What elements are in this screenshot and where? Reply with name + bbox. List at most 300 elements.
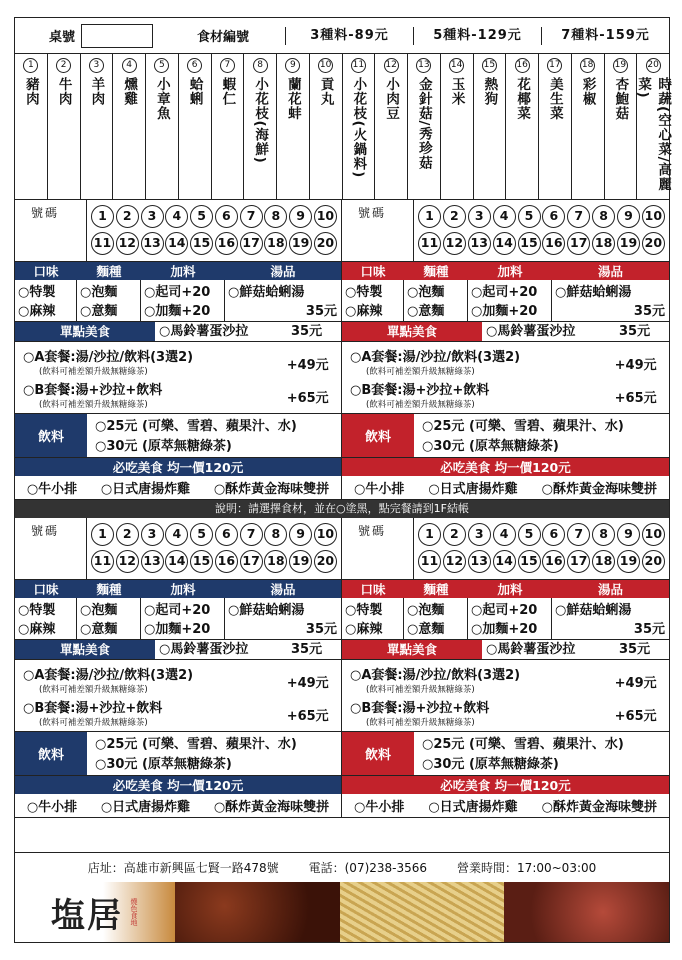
ingredient-list <box>15 54 672 200</box>
ingredient-name: 美生菜 <box>546 77 563 121</box>
single-item-row <box>15 322 341 342</box>
soup-option[interactable]: ○鮮菇蛤蜊湯 <box>555 285 632 300</box>
ingredient-item <box>572 54 605 199</box>
number-option[interactable]: 4 <box>493 523 516 546</box>
number-option[interactable]: 4 <box>493 205 516 228</box>
number-selection <box>342 200 669 262</box>
number-option[interactable]: 9 <box>289 523 312 546</box>
number-option[interactable]: 6 <box>215 205 238 228</box>
set-b[interactable] <box>350 697 661 728</box>
single-item-option[interactable]: ○馬鈴薯蛋沙拉 <box>486 324 576 339</box>
addon-header: 加料 <box>497 582 523 597</box>
soup-header: 湯品 <box>597 582 623 597</box>
ingredient-number: 16 <box>515 58 530 73</box>
soup-header: 湯品 <box>270 264 296 279</box>
number-option[interactable]: 5 <box>190 523 213 546</box>
single-item-price: 35元 <box>619 324 651 339</box>
noodle-header: 麵種 <box>423 264 449 279</box>
ingredient-number: 3 <box>89 58 104 73</box>
must-eat-short-rib[interactable]: ○牛小排 <box>26 800 78 815</box>
soup-price: 35元 <box>633 622 665 637</box>
order-block-2 <box>15 518 669 818</box>
number-option[interactable]: 2 <box>443 523 466 546</box>
instructions: 說明：請選擇食材，並在○塗黑，點完餐請到1F結帳 <box>15 500 669 518</box>
ingredient-item <box>212 54 245 199</box>
ingredient-number: 11 <box>351 58 366 73</box>
ingredient-item <box>506 54 539 199</box>
ingredient-name: 蝦仁 <box>219 77 236 106</box>
food-photo-steak <box>504 882 669 942</box>
number-option[interactable]: 18 <box>264 550 287 573</box>
must-eat-title: 必吃美食 均一價120元 <box>112 460 244 475</box>
logo-subtext: 燒色食地 <box>130 898 138 926</box>
noodle-instant[interactable]: ○泡麵 <box>80 603 118 618</box>
single-item-option[interactable]: ○馬鈴薯蛋沙拉 <box>486 642 576 657</box>
number-option[interactable]: 14 <box>493 232 516 255</box>
single-item-label: 單點美食 <box>15 640 155 659</box>
number-option[interactable]: 18 <box>264 232 287 255</box>
set-a-price: +49元 <box>286 676 329 691</box>
must-eat-short-rib[interactable]: ○牛小排 <box>353 482 405 497</box>
ingredient-item <box>441 54 474 199</box>
drink-option-30[interactable]: ○30元 (原萃無糖綠茶) <box>422 439 559 454</box>
addon-cheese[interactable]: ○起司+20 <box>144 285 211 300</box>
ingredient-number: 19 <box>613 58 628 73</box>
option-row <box>15 280 341 322</box>
number-label: 號碼 <box>342 200 414 261</box>
food-photo-meat <box>175 882 340 942</box>
ingredient-item <box>48 54 81 199</box>
order-block-1 <box>15 200 669 500</box>
set-b[interactable] <box>23 379 333 410</box>
set-a-note: (飲料可補差額升級無糖綠茶) <box>39 685 148 695</box>
soup-header: 湯品 <box>270 582 296 597</box>
food-photo-noodles <box>340 882 505 942</box>
addon-noodle[interactable]: ○加麵+20 <box>471 304 538 319</box>
must-eat-items <box>342 794 669 818</box>
set-b-label: ○B套餐:湯+沙拉+飲料 <box>350 701 490 716</box>
drink-option-25[interactable]: ○25元 (可樂、雪碧、蘋果汁、水) <box>95 737 297 752</box>
number-option[interactable]: 1 <box>91 205 114 228</box>
ingredient-name: 燻雞 <box>121 77 138 106</box>
ingredient-number: 4 <box>122 58 137 73</box>
must-eat-short-rib[interactable]: ○牛小排 <box>353 800 405 815</box>
order-form <box>15 518 342 818</box>
number-option[interactable]: 2 <box>116 523 139 546</box>
flavor-header: 口味 <box>33 582 59 597</box>
set-b[interactable] <box>350 379 661 410</box>
ingredients-title: 食材編號 <box>197 30 250 45</box>
addon-noodle[interactable]: ○加麵+20 <box>144 304 211 319</box>
number-option[interactable]: 15 <box>190 550 213 573</box>
drink-option-25[interactable]: ○25元 (可樂、雪碧、蘋果汁、水) <box>95 419 297 434</box>
number-option[interactable]: 15 <box>190 232 213 255</box>
number-option[interactable]: 5 <box>518 205 541 228</box>
ingredient-name: 小花枝(海鮮) <box>252 77 269 164</box>
noodle-instant[interactable]: ○泡麵 <box>407 603 445 618</box>
number-option[interactable]: 5 <box>190 205 213 228</box>
table-number-box[interactable] <box>81 24 153 48</box>
ingredient-item <box>474 54 507 199</box>
number-option[interactable]: 6 <box>542 205 565 228</box>
must-eat-seafood-combo[interactable]: ○酥炸黃金海味雙拼 <box>541 482 657 497</box>
set-b-price: +65元 <box>614 391 657 406</box>
soup-price: 35元 <box>305 622 337 637</box>
number-option[interactable]: 11 <box>91 232 114 255</box>
set-a-label: ○A套餐:湯/沙拉/飲料(3選2) <box>23 668 194 683</box>
set-a-label: ○A套餐:湯/沙拉/飲料(3選2) <box>350 350 521 365</box>
option-header-bar <box>15 580 341 598</box>
flavor-special[interactable]: ○特製 <box>345 603 383 618</box>
set-a-note: (飲料可補差額升級無糖綠茶) <box>366 685 475 695</box>
drink-label: 飲料 <box>342 732 414 775</box>
ingredient-name: 彩椒 <box>579 77 596 106</box>
set-a[interactable] <box>23 664 333 695</box>
drink-option-25[interactable]: ○25元 (可樂、雪碧、蘋果汁、水) <box>422 419 624 434</box>
number-option[interactable]: 1 <box>418 205 441 228</box>
ingredient-item <box>146 54 179 199</box>
single-item-price: 35元 <box>619 642 651 657</box>
drink-option-30[interactable]: ○30元 (原萃無糖綠茶) <box>422 757 559 772</box>
number-option[interactable]: 7 <box>240 523 263 546</box>
number-selection <box>15 200 341 262</box>
soup-option[interactable]: ○鮮菇蛤蜊湯 <box>555 603 632 618</box>
single-item-row <box>15 640 341 660</box>
ingredient-name: 小花枝(火鍋料) <box>350 77 367 179</box>
number-option[interactable]: 14 <box>493 550 516 573</box>
order-sheet <box>14 17 670 943</box>
ingredient-number: 10 <box>318 58 333 73</box>
number-option[interactable]: 2 <box>116 205 139 228</box>
ingredient-number: 18 <box>580 58 595 73</box>
number-option[interactable]: 8 <box>592 205 615 228</box>
number-option[interactable]: 16 <box>542 232 565 255</box>
ingredient-item <box>81 54 114 199</box>
number-option[interactable]: 3 <box>468 523 491 546</box>
ingredient-name: 豬肉 <box>22 77 39 106</box>
number-option[interactable]: 3 <box>141 205 164 228</box>
number-option[interactable]: 20 <box>314 232 337 255</box>
drink-row <box>15 414 341 458</box>
option-header-bar <box>342 580 669 598</box>
ingredient-number: 14 <box>449 58 464 73</box>
number-option[interactable]: 17 <box>567 550 590 573</box>
flavor-header: 口味 <box>360 264 386 279</box>
option-row <box>342 280 669 322</box>
must-eat-bar <box>342 458 669 476</box>
ingredient-number: 5 <box>154 58 169 73</box>
ingredient-name: 蛤蜊 <box>186 77 203 106</box>
addon-noodle[interactable]: ○加麵+20 <box>144 622 211 637</box>
ingredient-name: 小章魚 <box>153 77 170 121</box>
set-b-note: (飲料可補差額升級無糖綠茶) <box>39 400 148 410</box>
must-eat-short-rib[interactable]: ○牛小排 <box>26 482 78 497</box>
set-b-price: +65元 <box>614 709 657 724</box>
number-option[interactable]: 9 <box>289 205 312 228</box>
noodle-yi[interactable]: ○意麵 <box>80 304 118 319</box>
soup-price: 35元 <box>633 304 665 319</box>
ingredient-number: 20 <box>646 58 661 73</box>
must-eat-seafood-combo[interactable]: ○酥炸黃金海味雙拼 <box>213 482 330 497</box>
soup-price: 35元 <box>305 304 337 319</box>
must-eat-bar <box>15 458 341 476</box>
number-option[interactable]: 8 <box>264 205 287 228</box>
drink-option-30[interactable]: ○30元 (原萃無糖綠茶) <box>95 439 232 454</box>
price-tier-5: 5種料-129元 <box>413 27 541 45</box>
option-row <box>15 598 341 640</box>
single-item-label: 單點美食 <box>342 640 482 659</box>
noodle-instant[interactable]: ○泡麵 <box>407 285 445 300</box>
number-option[interactable]: 3 <box>141 523 164 546</box>
number-option[interactable]: 1 <box>91 523 114 546</box>
ingredient-item <box>179 54 212 199</box>
number-option[interactable]: 19 <box>289 550 312 573</box>
single-item-label: 單點美食 <box>15 322 155 341</box>
set-b-label: ○B套餐:湯+沙拉+飲料 <box>23 701 163 716</box>
option-header-bar <box>15 262 341 280</box>
ingredient-name: 熱狗 <box>481 77 498 106</box>
store-phone: 電話：(07)238-3566 <box>308 861 428 875</box>
must-eat-fried-chicken[interactable]: ○日式唐揚炸雞 <box>428 482 518 497</box>
price-tier-3: 3種料-89元 <box>285 27 413 45</box>
number-option[interactable]: 10 <box>314 523 337 546</box>
number-option[interactable]: 20 <box>642 550 665 573</box>
flavor-header: 口味 <box>33 264 59 279</box>
must-eat-fried-chicken[interactable]: ○日式唐揚炸雞 <box>100 482 191 497</box>
set-meals <box>342 660 669 732</box>
addon-cheese[interactable]: ○起司+20 <box>144 603 211 618</box>
addon-header: 加料 <box>170 582 196 597</box>
set-a-note: (飲料可補差額升級無糖綠茶) <box>366 367 475 377</box>
store-info <box>15 852 669 882</box>
number-option[interactable]: 20 <box>314 550 337 573</box>
ingredient-item <box>277 54 310 199</box>
ingredient-item <box>15 54 48 199</box>
set-a[interactable] <box>350 664 661 695</box>
number-option[interactable]: 18 <box>592 550 615 573</box>
flavor-special[interactable]: ○特製 <box>18 285 56 300</box>
set-a-price: +49元 <box>614 676 657 691</box>
noodle-yi[interactable]: ○意麵 <box>80 622 118 637</box>
drink-row <box>342 414 669 458</box>
number-option[interactable]: 7 <box>240 205 263 228</box>
number-option[interactable]: 11 <box>418 232 441 255</box>
ingredient-number: 13 <box>416 58 431 73</box>
number-option[interactable]: 10 <box>642 523 665 546</box>
number-selection <box>342 518 669 580</box>
set-a-note: (飲料可補差額升級無糖綠茶) <box>39 367 148 377</box>
number-option[interactable]: 12 <box>443 232 466 255</box>
photo-strip <box>15 882 669 942</box>
order-form <box>342 518 669 818</box>
option-header-bar <box>342 262 669 280</box>
single-item-label: 單點美食 <box>342 322 482 341</box>
addon-noodle[interactable]: ○加麵+20 <box>471 622 538 637</box>
set-b-label: ○B套餐:湯+沙拉+飲料 <box>350 383 490 398</box>
ingredient-name: 杏鮑菇 <box>612 77 629 121</box>
single-item-price: 35元 <box>291 642 323 657</box>
noodle-header: 麵種 <box>423 582 449 597</box>
ingredient-number: 9 <box>285 58 300 73</box>
addon-cheese[interactable]: ○起司+20 <box>471 603 538 618</box>
ingredient-number: 8 <box>253 58 268 73</box>
number-option[interactable]: 2 <box>443 205 466 228</box>
must-eat-fried-chicken[interactable]: ○日式唐揚炸雞 <box>100 800 191 815</box>
addon-header: 加料 <box>170 264 196 279</box>
set-meals <box>342 342 669 414</box>
logo-text: 塩居 <box>51 895 123 936</box>
ingredient-number: 1 <box>23 58 38 73</box>
ingredient-name: 小肉豆 <box>383 77 400 121</box>
number-option[interactable]: 9 <box>617 523 640 546</box>
ingredient-item <box>375 54 408 199</box>
addon-header: 加料 <box>497 264 523 279</box>
ingredient-name: 時蔬(空心菜/高麗菜) <box>635 77 672 192</box>
must-eat-items <box>15 794 341 818</box>
set-b-note: (飲料可補差額升級無糖綠茶) <box>39 718 148 728</box>
number-option[interactable]: 19 <box>617 550 640 573</box>
number-option[interactable]: 11 <box>418 550 441 573</box>
set-b-label: ○B套餐:湯+沙拉+飲料 <box>23 383 163 398</box>
must-eat-title: 必吃美食 均一價120元 <box>440 460 571 475</box>
number-option[interactable]: 19 <box>289 232 312 255</box>
ingredient-name: 花椰菜 <box>514 77 531 121</box>
sheet-header <box>15 18 669 54</box>
number-option[interactable]: 6 <box>215 523 238 546</box>
number-option[interactable]: 13 <box>468 550 491 573</box>
ingredient-item <box>343 54 376 199</box>
number-option[interactable]: 17 <box>567 232 590 255</box>
number-option[interactable]: 6 <box>542 523 565 546</box>
number-option[interactable]: 12 <box>116 232 139 255</box>
number-option[interactable]: 15 <box>518 550 541 573</box>
ingredient-name: 羊肉 <box>88 77 105 106</box>
drink-option-30[interactable]: ○30元 (原萃無糖綠茶) <box>95 757 232 772</box>
drink-option-25[interactable]: ○25元 (可樂、雪碧、蘋果汁、水) <box>422 737 624 752</box>
number-option[interactable]: 13 <box>141 550 164 573</box>
noodle-yi[interactable]: ○意麵 <box>407 304 445 319</box>
number-option[interactable]: 8 <box>592 523 615 546</box>
must-eat-bar <box>15 776 341 794</box>
number-option[interactable]: 4 <box>165 523 188 546</box>
flavor-spicy[interactable]: ○麻辣 <box>345 622 383 637</box>
number-option[interactable]: 13 <box>468 232 491 255</box>
flavor-spicy[interactable]: ○麻辣 <box>18 304 56 319</box>
ingredient-name: 玉米 <box>448 77 465 106</box>
ingredient-number: 17 <box>547 58 562 73</box>
flavor-special[interactable]: ○特製 <box>345 285 383 300</box>
number-option[interactable]: 7 <box>567 523 590 546</box>
must-eat-fried-chicken[interactable]: ○日式唐揚炸雞 <box>428 800 518 815</box>
must-eat-title: 必吃美食 均一價120元 <box>440 778 571 793</box>
number-option[interactable]: 16 <box>215 550 238 573</box>
logo <box>15 882 175 942</box>
ingredient-number: 7 <box>220 58 235 73</box>
number-option[interactable]: 8 <box>264 523 287 546</box>
must-eat-seafood-combo[interactable]: ○酥炸黃金海味雙拼 <box>213 800 330 815</box>
soup-option[interactable]: ○鮮菇蛤蜊湯 <box>228 603 305 618</box>
ingredient-item <box>113 54 146 199</box>
soup-option[interactable]: ○鮮菇蛤蜊湯 <box>228 285 305 300</box>
set-a[interactable] <box>350 346 661 377</box>
number-option[interactable]: 18 <box>592 232 615 255</box>
number-option[interactable]: 17 <box>240 550 263 573</box>
number-option[interactable]: 3 <box>468 205 491 228</box>
number-option[interactable]: 11 <box>91 550 114 573</box>
number-option[interactable]: 20 <box>642 232 665 255</box>
number-option[interactable]: 12 <box>116 550 139 573</box>
addon-cheese[interactable]: ○起司+20 <box>471 285 538 300</box>
drink-row <box>342 732 669 776</box>
ingredient-item <box>244 54 277 199</box>
number-option[interactable]: 17 <box>240 232 263 255</box>
store-hours: 營業時間：17:00~03:00 <box>457 861 597 875</box>
number-option[interactable]: 16 <box>215 232 238 255</box>
number-option[interactable]: 15 <box>518 232 541 255</box>
noodle-instant[interactable]: ○泡麵 <box>80 285 118 300</box>
number-option[interactable]: 14 <box>165 550 188 573</box>
number-option[interactable]: 1 <box>418 523 441 546</box>
set-a-price: +49元 <box>286 358 329 373</box>
must-eat-seafood-combo[interactable]: ○酥炸黃金海味雙拼 <box>541 800 657 815</box>
ingredient-item <box>408 54 441 199</box>
set-a-price: +49元 <box>614 358 657 373</box>
single-item-option[interactable]: ○馬鈴薯蛋沙拉 <box>159 642 249 657</box>
number-option[interactable]: 12 <box>443 550 466 573</box>
number-option[interactable]: 10 <box>314 205 337 228</box>
flavor-spicy[interactable]: ○麻辣 <box>345 304 383 319</box>
must-eat-items <box>15 476 341 500</box>
table-number-label: 桌號 <box>48 30 75 45</box>
noodle-header: 麵種 <box>96 582 122 597</box>
flavor-special[interactable]: ○特製 <box>18 603 56 618</box>
number-option[interactable]: 14 <box>165 232 188 255</box>
price-tier-7: 7種料-159元 <box>541 27 669 45</box>
single-item-option[interactable]: ○馬鈴薯蛋沙拉 <box>159 324 249 339</box>
ingredient-name: 金針菇/秀珍菇 <box>415 77 432 170</box>
set-meals <box>15 342 341 414</box>
ingredient-name: 蘭花蚌 <box>284 77 301 121</box>
noodle-yi[interactable]: ○意麵 <box>407 622 445 637</box>
single-item-row <box>342 640 669 660</box>
number-label: 號碼 <box>15 200 87 261</box>
ingredient-item <box>539 54 572 199</box>
number-option[interactable]: 9 <box>617 205 640 228</box>
number-label: 號碼 <box>15 518 87 579</box>
set-b[interactable] <box>23 697 333 728</box>
single-item-row <box>342 322 669 342</box>
number-option[interactable]: 16 <box>542 550 565 573</box>
flavor-spicy[interactable]: ○麻辣 <box>18 622 56 637</box>
ingredient-number: 12 <box>384 58 399 73</box>
number-option[interactable]: 4 <box>165 205 188 228</box>
drink-label: 飲料 <box>342 414 414 457</box>
set-a[interactable] <box>23 346 333 377</box>
set-b-price: +65元 <box>286 709 329 724</box>
single-item-price: 35元 <box>291 324 323 339</box>
set-a-label: ○A套餐:湯/沙拉/飲料(3選2) <box>23 350 194 365</box>
set-a-label: ○A套餐:湯/沙拉/飲料(3選2) <box>350 668 521 683</box>
ingredient-name: 貢丸 <box>317 77 334 106</box>
number-option[interactable]: 13 <box>141 232 164 255</box>
number-option[interactable]: 5 <box>518 523 541 546</box>
number-option[interactable]: 10 <box>642 205 665 228</box>
number-option[interactable]: 19 <box>617 232 640 255</box>
ingredient-item <box>635 54 672 199</box>
number-selection <box>15 518 341 580</box>
number-option[interactable]: 7 <box>567 205 590 228</box>
flavor-header: 口味 <box>360 582 386 597</box>
